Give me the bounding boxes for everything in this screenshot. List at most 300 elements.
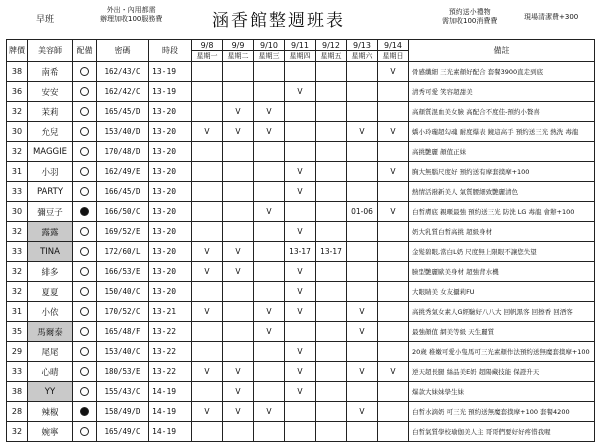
day-availability-cell: V <box>192 302 223 322</box>
day-availability-cell <box>316 262 347 282</box>
day-availability-cell <box>347 382 378 402</box>
marker-cell <box>73 422 97 442</box>
day-availability-cell <box>316 402 347 422</box>
day-availability-cell <box>192 62 223 82</box>
day-availability-cell <box>347 102 378 122</box>
marker-cell <box>73 322 97 342</box>
day-availability-cell <box>254 342 285 362</box>
day-availability-cell <box>347 142 378 162</box>
day-availability-cell: V <box>347 362 378 382</box>
service-fee-note <box>100 6 162 24</box>
remarks-cell: 高挑艷麗 顏值正妹 <box>409 142 595 162</box>
hollow-circle-icon <box>80 387 89 396</box>
table-row <box>7 162 595 182</box>
therapist-name: 彌豆子 <box>28 202 73 222</box>
price-cell: 31 <box>7 162 28 182</box>
code-cell: 166/53/E <box>97 262 149 282</box>
day-availability-cell: V <box>254 202 285 222</box>
day-availability-cell <box>316 362 347 382</box>
col-code-header: 密碼 <box>97 40 149 62</box>
day-weekday-header: 星期五 <box>316 51 347 62</box>
marker-cell <box>73 282 97 302</box>
day-availability-cell <box>223 222 254 242</box>
day-availability-cell <box>378 242 409 262</box>
marker-cell <box>73 382 97 402</box>
day-availability-cell <box>316 282 347 302</box>
hollow-circle-icon <box>80 427 89 436</box>
filled-circle-icon <box>80 207 89 216</box>
day-availability-cell: V <box>378 122 409 142</box>
day-availability-cell: V <box>223 262 254 282</box>
session-cell: 13-19 <box>149 62 192 82</box>
day-availability-cell <box>223 62 254 82</box>
day-availability-cell <box>223 82 254 102</box>
day-availability-cell <box>254 182 285 202</box>
day-availability-cell: V <box>254 322 285 342</box>
day-availability-cell <box>192 182 223 202</box>
price-cell: 28 <box>7 402 28 422</box>
day-availability-cell: V <box>192 262 223 282</box>
remarks-cell: 嬌小玲瓏超勾魂 耐度爆表 鏡這高手 預約送三光 熱洗 毒龍 <box>409 122 595 142</box>
marker-cell <box>73 162 97 182</box>
code-cell: 165/49/C <box>97 422 149 442</box>
price-cell: 32 <box>7 282 28 302</box>
day-availability-cell <box>192 382 223 402</box>
day-weekday-header: 星期四 <box>285 51 316 62</box>
day-availability-cell <box>316 202 347 222</box>
code-cell: 172/60/L <box>97 242 149 262</box>
day-availability-cell: 13-17 <box>285 242 316 262</box>
day-availability-cell <box>285 202 316 222</box>
session-cell: 13-20 <box>149 262 192 282</box>
table-row <box>7 282 595 302</box>
marker-cell <box>73 262 97 282</box>
price-cell: 33 <box>7 362 28 382</box>
day-availability-cell: V <box>285 282 316 302</box>
code-cell: 165/45/D <box>97 102 149 122</box>
day-availability-cell <box>192 102 223 122</box>
price-cell: 29 <box>7 342 28 362</box>
hollow-circle-icon <box>80 187 89 196</box>
schedule-rows <box>7 62 595 442</box>
day-availability-cell <box>192 82 223 102</box>
filled-circle-icon <box>80 407 89 416</box>
day-availability-cell: V <box>254 122 285 142</box>
remarks-cell: 胸大無腦尺度好 預約送有摩套撲摩+100 <box>409 162 595 182</box>
table-row <box>7 362 595 382</box>
day-availability-cell <box>316 122 347 142</box>
day-availability-cell: V <box>223 102 254 122</box>
day-availability-cell: V <box>378 62 409 82</box>
day-weekday-header: 星期三 <box>254 51 285 62</box>
day-availability-cell: V <box>347 322 378 342</box>
price-cell: 32 <box>7 222 28 242</box>
price-cell: 38 <box>7 62 28 82</box>
day-availability-cell: V <box>285 82 316 102</box>
therapist-name: TINA <box>28 242 73 262</box>
day-availability-cell: V <box>378 162 409 182</box>
code-cell: 153/40/C <box>97 342 149 362</box>
day-availability-cell <box>192 282 223 302</box>
marker-cell <box>73 362 97 382</box>
remarks-cell: 清秀可愛 笑容超甜美 <box>409 82 595 102</box>
day-availability-cell: V <box>223 362 254 382</box>
day-availability-cell <box>223 142 254 162</box>
remarks-cell: 臉型艷麗歐美身材 超強背水機 <box>409 262 595 282</box>
cleaning-fee-note: 現場清潔費+300 <box>524 13 579 21</box>
hollow-circle-icon <box>80 327 89 336</box>
day-availability-cell <box>223 162 254 182</box>
price-cell: 30 <box>7 122 28 142</box>
day-availability-cell: 13-17 <box>316 242 347 262</box>
hollow-circle-icon <box>80 287 89 296</box>
day-availability-cell <box>223 322 254 342</box>
day-availability-cell: V <box>285 382 316 402</box>
hollow-circle-icon <box>80 87 89 96</box>
day-availability-cell <box>378 182 409 202</box>
marker-cell <box>73 122 97 142</box>
therapist-name: 露露 <box>28 222 73 242</box>
day-availability-cell: V <box>192 402 223 422</box>
remarks-cell: 20歲 稚嫩可愛小隻馬可三光素顏作法預約送無魔套撲摩+100 <box>409 342 595 362</box>
day-availability-cell <box>285 62 316 82</box>
day-date-header: 9/8 <box>192 40 223 51</box>
price-cell: 32 <box>7 422 28 442</box>
day-availability-cell <box>223 422 254 442</box>
price-cell: 38 <box>7 382 28 402</box>
code-cell: 158/49/D <box>97 402 149 422</box>
marker-cell <box>73 182 97 202</box>
price-cell: 32 <box>7 142 28 162</box>
day-availability-cell: V <box>223 122 254 142</box>
day-availability-cell <box>347 162 378 182</box>
day-date-header: 9/9 <box>223 40 254 51</box>
service-fee-note-line1: 外出・內用都需 <box>106 6 156 14</box>
shift-label: 早班 <box>36 15 55 25</box>
hollow-circle-icon <box>80 67 89 76</box>
day-availability-cell <box>223 302 254 322</box>
day-availability-cell <box>316 382 347 402</box>
day-availability-cell <box>254 62 285 82</box>
day-availability-cell <box>285 122 316 142</box>
day-weekday-header: 星期六 <box>347 51 378 62</box>
code-cell: 170/52/C <box>97 302 149 322</box>
day-availability-cell <box>316 102 347 122</box>
table-row <box>7 182 595 202</box>
table-row <box>7 202 595 222</box>
remarks-cell: 大眼睛美 女友攝莉FU <box>409 282 595 302</box>
day-availability-cell <box>347 222 378 242</box>
code-cell: 155/43/C <box>97 382 149 402</box>
session-cell: 13-22 <box>149 322 192 342</box>
table-row <box>7 342 595 362</box>
session-cell: 13-20 <box>149 142 192 162</box>
day-availability-cell <box>254 362 285 382</box>
gift-note-line1: 預約送小禮物 <box>448 8 491 16</box>
code-cell: 166/45/D <box>97 182 149 202</box>
hollow-circle-icon <box>80 147 89 156</box>
day-availability-cell <box>285 102 316 122</box>
price-cell: 33 <box>7 242 28 262</box>
therapist-name: YY <box>28 382 73 402</box>
day-availability-cell <box>254 382 285 402</box>
day-availability-cell <box>285 322 316 342</box>
col-therapist-header: 美容師 <box>28 40 73 62</box>
day-availability-cell <box>192 222 223 242</box>
session-cell: 13-20 <box>149 122 192 142</box>
day-availability-cell <box>347 422 378 442</box>
session-cell: 14-19 <box>149 402 192 422</box>
therapist-name: 馬爾泰 <box>28 322 73 342</box>
day-availability-cell <box>254 282 285 302</box>
day-weekday-header: 星期一 <box>192 51 223 62</box>
day-weekday-header: 星期日 <box>378 51 409 62</box>
code-cell: 165/48/F <box>97 322 149 342</box>
remarks-cell: 白皙膚底 親暱最強 預約送三光 防洗 LG 毒龍 會辦+100 <box>409 202 595 222</box>
remarks-cell: 熱情活潑新美人 氣質腰細致艷麗清色 <box>409 182 595 202</box>
day-availability-cell <box>347 262 378 282</box>
day-availability-cell <box>254 82 285 102</box>
therapist-name: 緋多 <box>28 262 73 282</box>
table-row <box>7 222 595 242</box>
code-cell: 150/40/C <box>97 282 149 302</box>
code-cell: 162/43/C <box>97 62 149 82</box>
session-cell: 13-19 <box>149 82 192 102</box>
day-availability-cell <box>192 142 223 162</box>
day-availability-cell: V <box>285 222 316 242</box>
day-availability-cell: 01-06 <box>347 202 378 222</box>
marker-cell <box>73 242 97 262</box>
page-title: 涵香館整週班表 <box>212 11 345 31</box>
day-availability-cell: V <box>285 262 316 282</box>
day-availability-cell <box>254 422 285 442</box>
day-date-header: 9/14 <box>378 40 409 51</box>
table-row <box>7 142 595 162</box>
gift-note <box>442 8 497 26</box>
day-availability-cell <box>254 242 285 262</box>
schedule-header <box>0 0 600 40</box>
day-availability-cell <box>223 182 254 202</box>
remarks-cell: 奶大乳質白皙高挑 超級身材 <box>409 222 595 242</box>
gift-note-line2: 需加收100消費費 <box>442 17 498 25</box>
day-availability-cell: V <box>285 302 316 322</box>
day-availability-cell <box>316 182 347 202</box>
price-cell: 33 <box>7 182 28 202</box>
session-cell: 13-22 <box>149 342 192 362</box>
day-availability-cell <box>347 342 378 362</box>
day-availability-cell <box>378 82 409 102</box>
remarks-cell: 爆款大妹妹學生妹 <box>409 382 595 402</box>
price-cell: 32 <box>7 102 28 122</box>
session-cell: 14-19 <box>149 422 192 442</box>
day-availability-cell: V <box>223 402 254 422</box>
day-availability-cell <box>316 142 347 162</box>
table-row <box>7 82 595 102</box>
marker-cell <box>73 302 97 322</box>
day-availability-cell <box>254 262 285 282</box>
day-availability-cell: V <box>192 362 223 382</box>
day-availability-cell <box>316 62 347 82</box>
hollow-circle-icon <box>80 167 89 176</box>
price-cell: 31 <box>7 302 28 322</box>
code-cell: 162/49/E <box>97 162 149 182</box>
day-availability-cell <box>378 302 409 322</box>
therapist-name: 茉莉 <box>28 102 73 122</box>
day-availability-cell <box>378 342 409 362</box>
table-row <box>7 62 595 82</box>
day-availability-cell: V <box>285 162 316 182</box>
marker-cell <box>73 222 97 242</box>
day-availability-cell <box>347 282 378 302</box>
remarks-cell: 白皙水滴奶 可三光 預約送無魔套撲摩+100 套餐4200 <box>409 402 595 422</box>
therapist-name: 南希 <box>28 62 73 82</box>
table-row <box>7 302 595 322</box>
hollow-circle-icon <box>80 227 89 236</box>
therapist-name: 辣椒 <box>28 402 73 422</box>
day-availability-cell <box>378 102 409 122</box>
col-tag-header: 配備 <box>73 40 97 62</box>
day-availability-cell <box>223 342 254 362</box>
price-cell: 30 <box>7 202 28 222</box>
table-row <box>7 262 595 282</box>
session-cell: 13-21 <box>149 302 192 322</box>
session-cell: 13-20 <box>149 282 192 302</box>
day-availability-cell: V <box>347 302 378 322</box>
day-availability-cell <box>378 422 409 442</box>
therapist-name: 小依 <box>28 302 73 322</box>
col-remarks-header: 備註 <box>409 40 595 62</box>
day-date-header: 9/12 <box>316 40 347 51</box>
col-price-header: 牌價 <box>7 40 28 62</box>
table-row <box>7 422 595 442</box>
day-availability-cell <box>254 142 285 162</box>
day-availability-cell <box>223 202 254 222</box>
therapist-name: 安安 <box>28 82 73 102</box>
session-cell: 13-22 <box>149 362 192 382</box>
marker-cell <box>73 142 97 162</box>
marker-cell <box>73 62 97 82</box>
remarks-cell: 最強顏值 網美等級 天生麗質 <box>409 322 595 342</box>
day-availability-cell <box>378 282 409 302</box>
therapist-name: 允兒 <box>28 122 73 142</box>
day-availability-cell: V <box>192 242 223 262</box>
day-availability-cell <box>347 62 378 82</box>
day-availability-cell: V <box>347 402 378 422</box>
marker-cell <box>73 342 97 362</box>
day-availability-cell <box>347 242 378 262</box>
day-availability-cell <box>192 342 223 362</box>
day-availability-cell: V <box>347 122 378 142</box>
hollow-circle-icon <box>80 347 89 356</box>
day-availability-cell: V <box>223 242 254 262</box>
day-availability-cell <box>254 162 285 182</box>
remarks-cell: 金髮碧眼,當白L奶 尺度無上限眼不讓您失望 <box>409 242 595 262</box>
hollow-circle-icon <box>80 367 89 376</box>
day-availability-cell <box>347 82 378 102</box>
table-row <box>7 122 595 142</box>
hollow-circle-icon <box>80 307 89 316</box>
day-date-header: 9/10 <box>254 40 285 51</box>
day-date-header: 9/11 <box>285 40 316 51</box>
day-availability-cell: V <box>254 402 285 422</box>
day-availability-cell <box>285 422 316 442</box>
day-availability-cell <box>192 162 223 182</box>
code-cell: 180/53/E <box>97 362 149 382</box>
remarks-cell: 白皙氣質學校瑜伽美人主 哥哥們要好好疼惜我喔 <box>409 422 595 442</box>
day-availability-cell <box>285 142 316 162</box>
day-availability-cell: V <box>223 382 254 402</box>
therapist-name: 尾尾 <box>28 342 73 362</box>
day-availability-cell <box>192 422 223 442</box>
remarks-cell: 高顏質混血美女臉 高配合不度佳-預約小贅喜 <box>409 102 595 122</box>
hollow-circle-icon <box>80 107 89 116</box>
day-availability-cell <box>378 322 409 342</box>
code-cell: 153/40/D <box>97 122 149 142</box>
day-availability-cell <box>316 162 347 182</box>
day-availability-cell: V <box>378 202 409 222</box>
day-availability-cell <box>316 422 347 442</box>
code-cell: 170/48/D <box>97 142 149 162</box>
marker-cell <box>73 402 97 422</box>
remarks-cell: 骨感纖細 三光素顏好配合 套餐3900直走到底 <box>409 62 595 82</box>
therapist-name: MAGGIE <box>28 142 73 162</box>
day-availability-cell <box>378 142 409 162</box>
day-date-header: 9/13 <box>347 40 378 51</box>
day-availability-cell <box>378 402 409 422</box>
day-availability-cell <box>316 322 347 342</box>
day-availability-cell <box>378 262 409 282</box>
table-row <box>7 242 595 262</box>
therapist-name: PARTY <box>28 182 73 202</box>
day-availability-cell: V <box>254 302 285 322</box>
price-cell: 36 <box>7 82 28 102</box>
day-weekday-header: 星期二 <box>223 51 254 62</box>
day-availability-cell <box>316 222 347 242</box>
day-availability-cell: V <box>285 342 316 362</box>
marker-cell <box>73 102 97 122</box>
hollow-circle-icon <box>80 267 89 276</box>
therapist-name: 小羽 <box>28 162 73 182</box>
service-fee-note-line2: 辦理加收100服務費 <box>100 15 163 23</box>
session-cell: 13-20 <box>149 182 192 202</box>
therapist-name: 婉寧 <box>28 422 73 442</box>
table-row <box>7 382 595 402</box>
table-row <box>7 102 595 122</box>
day-availability-cell <box>223 282 254 302</box>
therapist-name: 心晴 <box>28 362 73 382</box>
code-cell: 169/52/E <box>97 222 149 242</box>
code-cell: 166/50/C <box>97 202 149 222</box>
code-cell: 162/42/C <box>97 82 149 102</box>
session-cell: 13-20 <box>149 102 192 122</box>
day-availability-cell: V <box>285 182 316 202</box>
session-cell: 13-20 <box>149 162 192 182</box>
day-availability-cell <box>192 322 223 342</box>
day-availability-cell <box>378 382 409 402</box>
day-availability-cell <box>316 82 347 102</box>
therapist-name: 夏夏 <box>28 282 73 302</box>
session-cell: 14-19 <box>149 382 192 402</box>
day-availability-cell <box>192 202 223 222</box>
remarks-cell: 高挑秀氣女素人G經驗好八八大 回帆黑客 回擦香 回酒客 <box>409 302 595 322</box>
session-cell: 13-20 <box>149 222 192 242</box>
table-row <box>7 322 595 342</box>
price-cell: 32 <box>7 262 28 282</box>
day-availability-cell <box>316 342 347 362</box>
session-cell: 13-20 <box>149 242 192 262</box>
marker-cell <box>73 82 97 102</box>
day-availability-cell <box>378 222 409 242</box>
